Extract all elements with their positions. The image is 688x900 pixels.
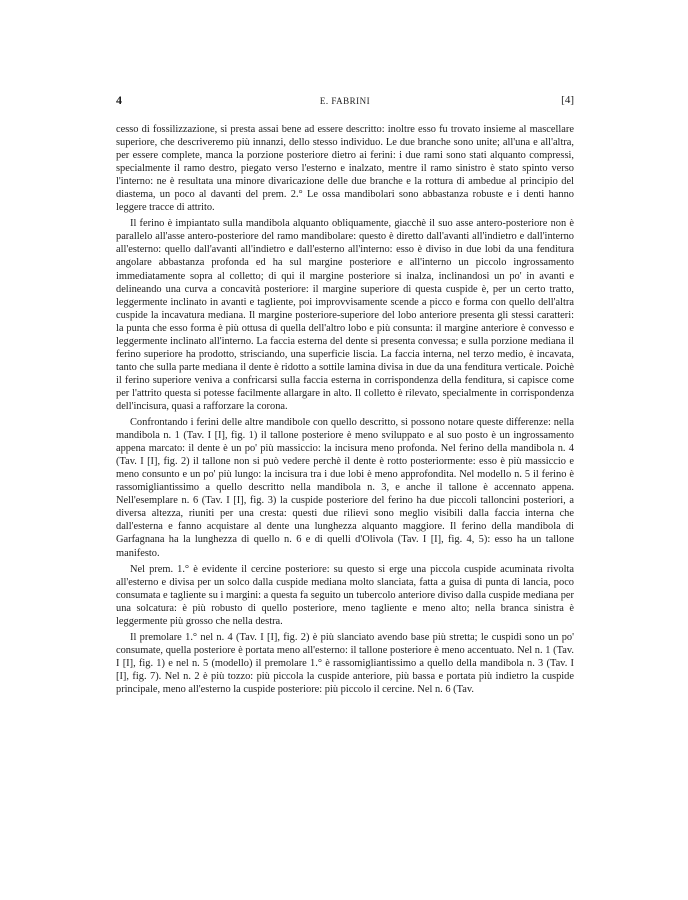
paragraph: Il premolare 1.° nel n. 4 (Tav. I [I], fig. 2) è più slanciato avendo base più stretta; le cuspidi sono un po' consumate, quella posteriore è portata meno all'esterno: il tallone posteriore è meno accentuato. Nel n. 1 (Tav. I [I], fig. 1) e nel n. 5 (modello) il premolare 1.° è rassomigliantissimo a quello della mandibola n. 3 (Tav. I [I], fig. 7). Nel n. 2 è più tozzo: più piccola la cuspide anteriore, più bassa e portata più indietro la cuspide principale, meno all'esterno la cuspide posteriore: più piccolo il cercine. Nel n. 6 (Tav. [116, 631, 574, 695]
paragraph: cesso di fossilizzazione, si presta assai bene ad essere descritto: inoltre esso fu trovato insieme al mascellare superiore, che descriveremo più innanzi, dello stesso individuo. Le due branche sono unite; all'una e all'altra, per essere complete, manca la porzione posteriore dietro ai ferini: i due rami sono stati alquanto compressi, specialmente il ramo destro, piegato verso l'esterno e inalzato, mentre il ramo sinistro è stato spinto verso l'interno: ne è resultata una minore divaricazione delle due branche e la rottura di ambedue al principio del diastema, un poco al davanti del prem. 2.° Le ossa mandibolari sono abbastanza robuste e i denti hanno leggere tracce di attrito. [116, 124, 574, 214]
running-author: E. FABRINI [319, 96, 371, 106]
paragraph: Confrontando i ferini delle altre mandibole con quello descritto, si possono notare queste differenze: nella mandibola n. 1 (Tav. I [I], fig. 1) il tallone posteriore è meno sviluppato e al suo posto è un ingrossamento appena marcato: il dente è un po' più massiccio: la incisura meno profonda. Nel ferino della mandibola n. 4 (Tav. I [I], fig. 2) il tallone non si può vedere perchè il dente è rotto posteriormente: esso è più massiccio e meno consunto e un po' più lungo: la incisura tra i due lobi è meno approfondita. Nel modello n. 5 il ferino è rassomigliantissimo a quello descritto nella mandibola n. 3, e anche il tallone è accennato appena. Nell'esemplare n. 6 (Tav. I [I], fig. 3) la cuspide posteriore del ferino ha due piccoli talloncini posteriori, a diversa altezza, riuniti per una cresta: questi due rilievi sono meglio visibili dalla faccia interna che dall'esterna e fanno acquistare al dente una lunghezza alquanto maggiore. Il ferino della mandibola di Garfagnana ha la lunghezza di quello n. 6 e di quelli d'Olivola (Tav. I [I], fig. 4, 5): esso ha un tallone manifesto. [116, 417, 574, 559]
paragraph: Nel prem. 1.° è evidente il cercine posteriore: su questo si erge una piccola cuspide acuminata rivolta all'esterno e divisa per un solco dalla cuspide mediana molto slanciata, fatta a guisa di punta di lancia, poco consumata e tagliente su i margini: a questa fa seguito un tubercolo anteriore diviso dalla cuspide mediana per una solcatura: è più robusto di quello posteriore, meno tagliente e meno alto; nella branca sinistra è leggermente più grosso che nella destra. [116, 563, 574, 627]
body-text [116, 123, 574, 699]
section-number: [4] [561, 94, 574, 106]
paragraph: Il ferino è impiantato sulla mandibola alquanto obliquamente, giacchè il suo asse antero-posteriore non è parallelo all'asse antero-posteriore del ramo mandibolare: questo è diretto dall'avanti all'indietro e dall'interno all'esterno: quello dall'avanti all'indietro e dall'esterno all'interno: esso è diviso in due lobi da una fenditura angolare abbastanza profonda ed ha sul margine posteriore e all'interno un piccolo ingrossamento immediatamente sopra al colletto; di qui il margine posteriore si inalza, inclinandosi un po' in avanti e delineando una curva a concavità posteriore: il margine superiore di questa cuspide è, per un certo tratto, leggermente inclinato in avanti e tagliente, poi improvvisamente scende a picco e forma con quello dell'altra cuspide la incavatura mediana. Il margine posteriore-superiore del lobo anteriore presenta gli stessi caratteri: la punta che esso forma è più ottusa di quella dell'altro lobo e più consunta: il margine anteriore è convesso e leggermente inclinato all'interno. La faccia esterna del dente si presenta convessa; e sulla porzione mediana il ferino superiore ha prodotto, strisciando, una superficie liscia. La faccia interna, nel terzo medio, è incavata, tanto che sulla parte mediana il dente è ridotto a sottile lamina divisa in due da una fenditura verticale. Poichè il ferino superiore veniva a confricarsi sulla faccia esterna in corrispondenza della fenditura, si capisce come per l'attrito questa si potesse facilmente allargare in alto. Il colletto è rilevato, specialmente in corrispondenza dell'incisura, quasi a rafforzare la corona. [116, 218, 574, 412]
page-number: 4 [116, 93, 122, 107]
